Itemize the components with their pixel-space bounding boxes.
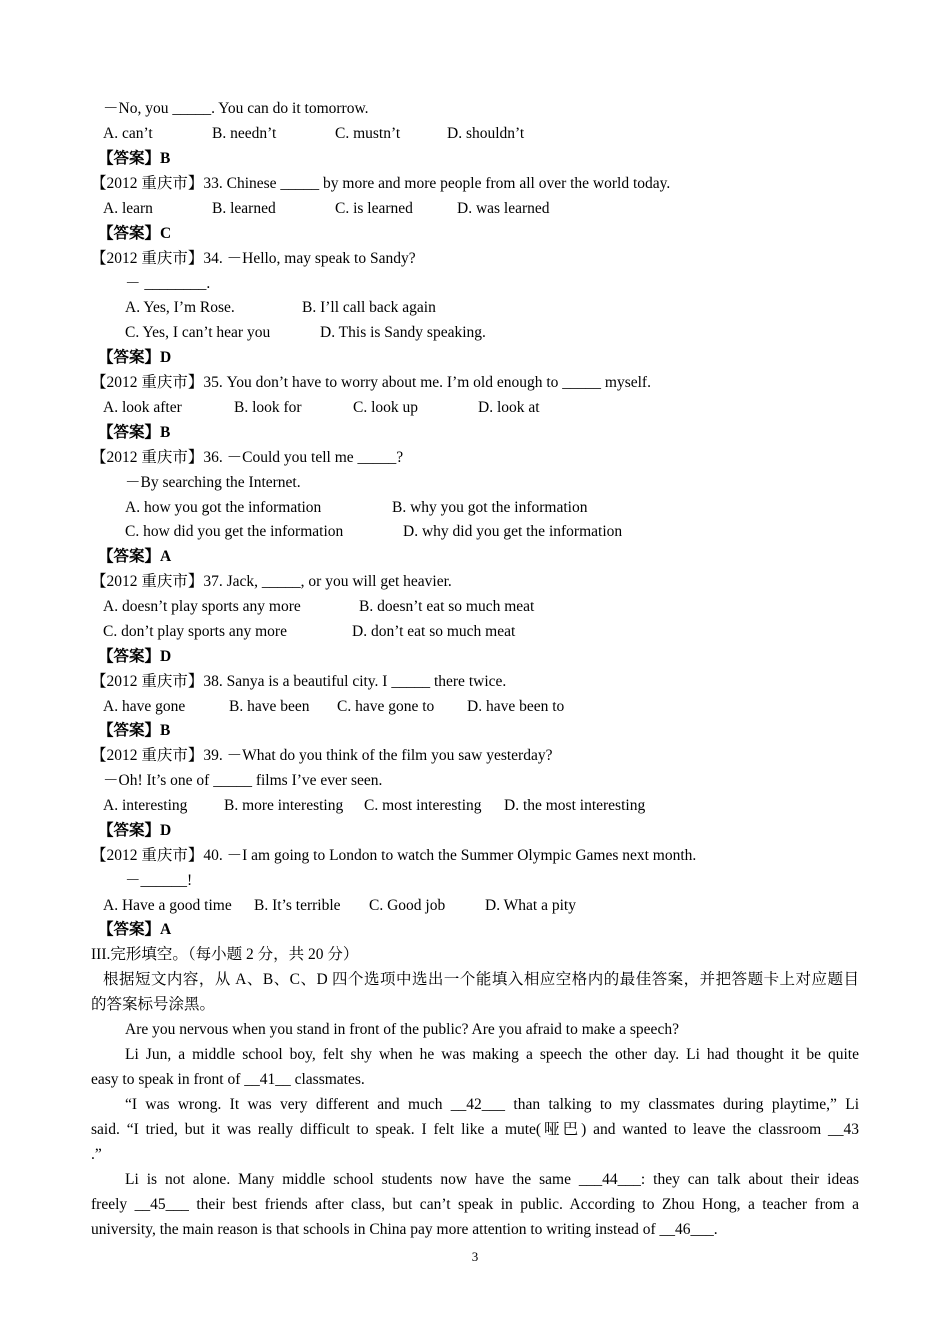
q39-option-b: B. more interesting (224, 797, 344, 814)
q33-option-d: D. was learned (457, 200, 550, 217)
q39-stem: 【2012 重庆市】39. －What do you think of the film you saw yesterday? (91, 747, 553, 764)
q34-response: － ________. (125, 275, 211, 292)
passage-line-6: .” (91, 1146, 102, 1163)
q36-option-b: B. why you got the information (392, 499, 588, 516)
instructions-line-1: 根据短文内容，从 A、B、C、D 四个选项中选出一个能填入相应空格内的最佳答案，并把答题卡上对应题目 (103, 971, 859, 988)
q39-option-c: C. most interesting (364, 797, 482, 814)
q40-option-c: C. Good job (369, 897, 446, 914)
passage-line-5: said. “I tried, but it was really difficult to speak. I felt like a mute(哑巴) and wanted to leave the classroom __43 (91, 1121, 859, 1138)
q38-option-c: C. have gone to (337, 698, 435, 715)
q33-option-a: A. learn (103, 200, 153, 217)
q39-option-d: D. the most interesting (504, 797, 646, 814)
passage-line-7: Li is not alone. Many middle school students now have the same ___44___: they can talk about their ideas (125, 1171, 859, 1188)
q39-response: －Oh! It’s one of _____ films I’ve ever seen. (103, 772, 383, 789)
q33-option-c: C. is learned (335, 200, 413, 217)
q40-stem: 【2012 重庆市】40. －I am going to London to watch the Summer Olympic Games next month. (91, 847, 697, 864)
q35-option-c: C. look up (353, 399, 419, 416)
q36-option-a: A. how you got the information (125, 499, 322, 516)
q33-answer: 【答案】C (98, 225, 172, 242)
q38-option-a: A. have gone (103, 698, 186, 715)
q33-option-b: B. learned (212, 200, 276, 217)
passage-line-9: university, the main reason is that schools in China pay more attention to writing instead of __46___. (91, 1221, 718, 1238)
q34-stem: 【2012 重庆市】34. －Hello, may speak to Sandy? (91, 250, 416, 267)
q36-stem: 【2012 重庆市】36. －Could you tell me _____? (91, 449, 404, 466)
passage-line-4: “I was wrong. It was very different and much __42___ than talking to my classmates during playtime,” Li (125, 1096, 859, 1113)
q37-option-a: A. doesn’t play sports any more (103, 598, 301, 615)
q34-option-b: B. I’ll call back again (302, 299, 436, 316)
q32-option-d: D. shouldn’t (447, 125, 525, 142)
q34-option-c: C. Yes, I can’t hear you (125, 324, 271, 341)
q32-answer: 【答案】B (98, 150, 171, 167)
q37-option-b: B. doesn’t eat so much meat (359, 598, 535, 615)
q35-stem: 【2012 重庆市】35. You don’t have to worry about me. I’m old enough to _____ myself. (91, 374, 651, 391)
q34-answer: 【答案】D (98, 349, 172, 366)
page-number: 3 (471, 1249, 479, 1264)
passage-line-3: easy to speak in front of __41__ classmates. (91, 1071, 365, 1088)
q37-answer: 【答案】D (98, 648, 172, 665)
q34-option-a: A. Yes, I’m Rose. (125, 299, 235, 316)
q37-stem: 【2012 重庆市】37. Jack, _____, or you will get heavier. (91, 573, 452, 590)
q39-option-a: A. interesting (103, 797, 188, 814)
q38-answer: 【答案】B (98, 722, 171, 739)
q36-option-c: C. how did you get the information (125, 523, 344, 540)
q40-option-a: A. Have a good time (103, 897, 232, 914)
q35-answer: 【答案】B (98, 424, 171, 441)
passage-line-8: freely __45___ their best friends after class, but can’t speak in public. According to Zhou Hong, a teacher from a (91, 1196, 859, 1213)
q32-option-b: B. needn’t (212, 125, 277, 142)
q38-option-b: B. have been (229, 698, 310, 715)
q34-option-d: D. This is Sandy speaking. (320, 324, 486, 341)
q38-stem: 【2012 重庆市】38. Sanya is a beautiful city. I _____ there twice. (91, 673, 507, 690)
q35-option-a: A. look after (103, 399, 182, 416)
q40-option-b: B. It’s terrible (254, 897, 341, 914)
q35-option-d: D. look at (478, 399, 540, 416)
q36-response: －By searching the Internet. (125, 474, 301, 491)
q36-option-d: D. why did you get the information (403, 523, 623, 540)
q40-option-d: D. What a pity (485, 897, 576, 914)
instructions-line-2: 的答案标号涂黑。 (91, 996, 216, 1013)
q32-stem-response: －No, you _____. You can do it tomorrow. (103, 100, 369, 117)
q32-option-a: A. can’t (103, 125, 153, 142)
q39-answer: 【答案】D (98, 822, 172, 839)
passage-line-2: Li Jun, a middle school boy, felt shy when he was making a speech the other day. Li had thought it be quite (125, 1046, 859, 1063)
q36-answer: 【答案】A (98, 548, 172, 565)
q40-response: －______! (125, 872, 193, 889)
q37-option-c: C. don’t play sports any more (103, 623, 287, 640)
q40-answer: 【答案】A (98, 921, 172, 938)
section-heading: III.完形填空。（每小题 2 分，共 20 分） (91, 946, 359, 963)
q37-option-d: D. don’t eat so much meat (352, 623, 516, 640)
q32-option-c: C. mustn’t (335, 125, 401, 142)
q38-option-d: D. have been to (467, 698, 565, 715)
q35-option-b: B. look for (234, 399, 302, 416)
passage-line-1: Are you nervous when you stand in front of the public? Are you afraid to make a speech? (125, 1021, 679, 1038)
q33-stem: 【2012 重庆市】33. Chinese _____ by more and more people from all over the world today. (91, 175, 671, 192)
